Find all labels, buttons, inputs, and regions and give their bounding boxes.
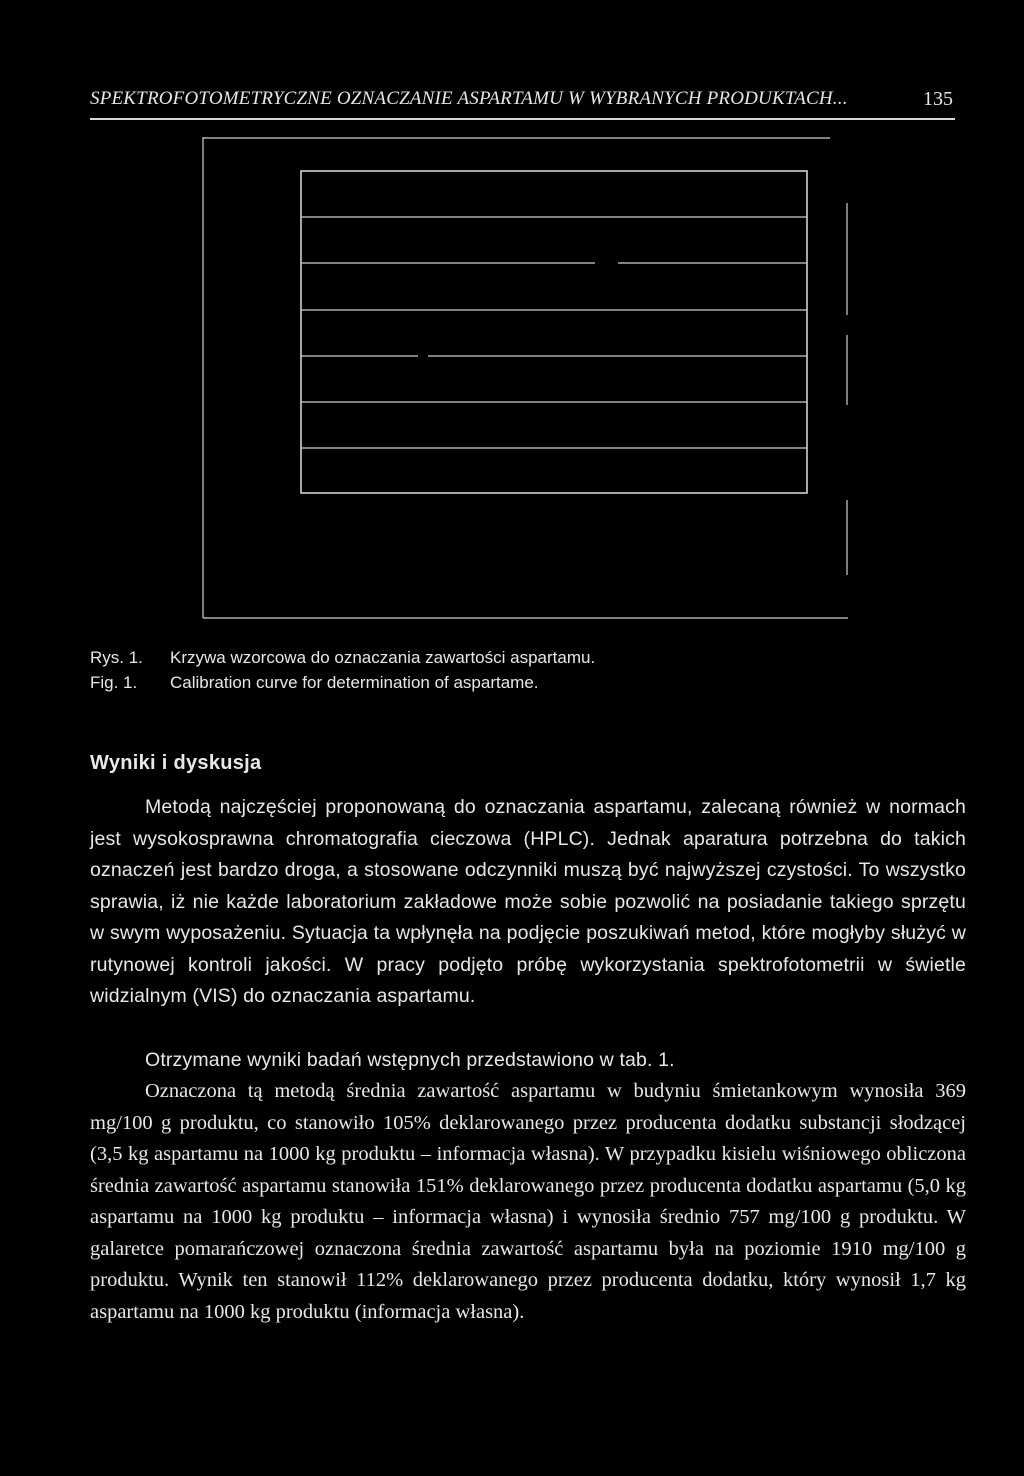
calibration-curve-plot	[200, 135, 850, 620]
paragraph: Otrzymane wyniki badań wstępnych przedstawiono w tab. 1.	[145, 1049, 675, 1071]
section-heading: Wyniki i dyskusja	[90, 752, 262, 774]
calibration-figure	[200, 135, 850, 620]
plot-area	[301, 171, 807, 493]
page-number: 135	[923, 88, 953, 110]
caption-text: Calibration curve for determination of aspartame.	[170, 673, 539, 692]
caption-label: Rys. 1.	[90, 648, 143, 667]
figure-caption-pl	[90, 648, 595, 668]
figure-caption-en	[90, 673, 539, 693]
caption-label: Fig. 1.	[90, 673, 138, 692]
paragraph: Oznaczona tą metodą średnia zawartość aspartamu w budyniu śmietankowym wynosiła 369 mg/100 g produktu, co stanowiło 105% deklarowanego przez producenta dodatku substancji słodzącej (3,5 kg aspartamu na 1000 kg produktu – informacja własna). W przypadku kisielu wiśniowego obliczona średnia zawartość aspartamu stanowiła 151% deklarowanego przez producenta dodatku aspartamu (5,0 kg aspartamu na 1000 kg produktu – informacja własna) i wynosiła średnio 757 mg/100 g produktu. W galaretce pomarańczowej oznaczona średnia zawartość aspartamu była na poziomie 1910 mg/100 g produktu. Wynik ten stanowił 112% deklarowanego przez producenta dodatku, który wynosił 1,7 kg aspartamu na 1000 kg produktu (informacja własna).	[90, 1080, 966, 1323]
running-title: SPEKTROFOTOMETRYCZNE OZNACZANIE ASPARTAMU W WYBRANYCH PRODUKTACH...	[90, 88, 848, 109]
paragraph: Metodą najczęściej proponowaną do oznaczania aspartamu, zalecaną również w normach jest wysokosprawna chromatografia cieczowa (HPLC). Jednak aparatura potrzebna do takich oznaczeń jest bardzo droga, a stosowane odczynniki muszą być najwyższej czystości. To wszystko sprawia, iż nie każde laboratorium zakładowe może sobie pozwolić na posiadanie takiego sprzętu w swym wyposażeniu. Sytuacja ta wpłynęła na podjęcie poszukiwań metod, które mogłyby służyć w rutynowej kontroli jakości. W pracy podjęto próbę wykorzystania spektrofotometrii w świetle widzialnym (VIS) do oznaczania aspartamu.	[90, 796, 966, 1007]
caption-text: Krzywa wzorcowa do oznaczania zawartości aspartamu.	[170, 648, 596, 667]
running-header	[90, 88, 955, 120]
